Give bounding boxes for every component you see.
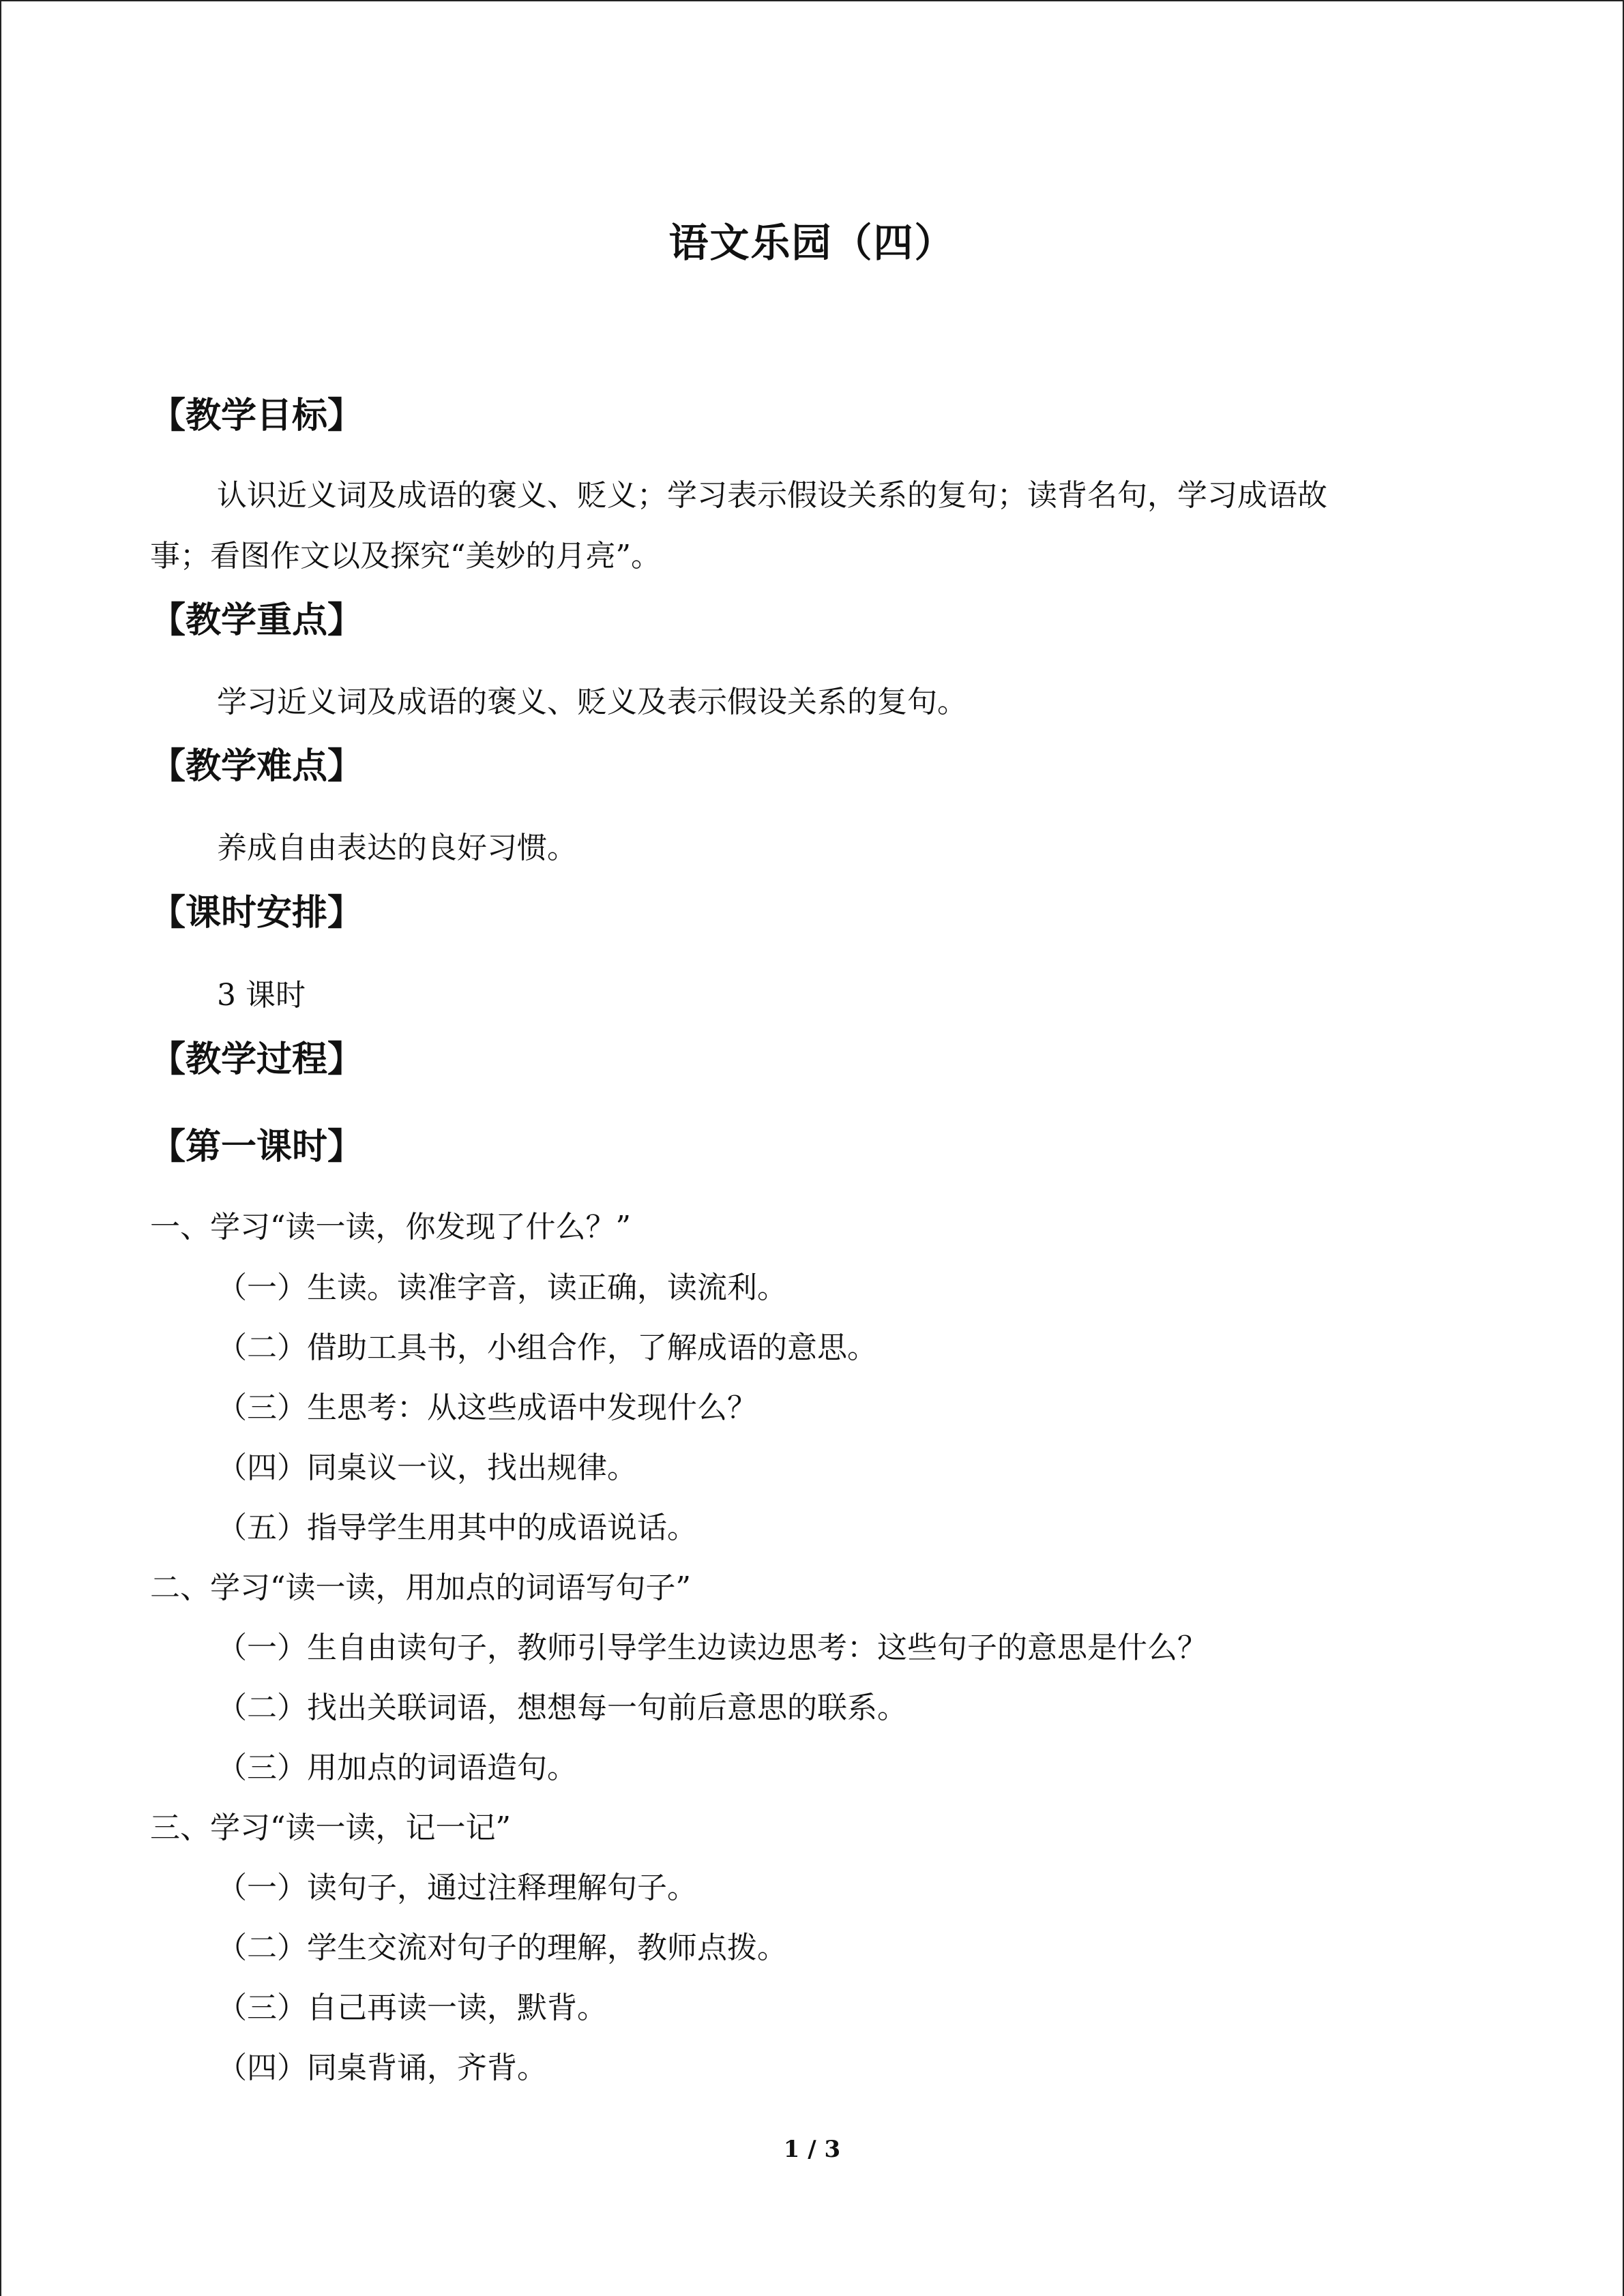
- page-title: 语文乐园（四）: [668, 220, 956, 266]
- schedule-heading: 【课时安排】: [150, 892, 364, 934]
- section-title: 一、学习“读一读，你发现了什么？”: [150, 1210, 631, 1244]
- section-title: 三、学习“读一读，记一记”: [150, 1810, 511, 1845]
- list-item: （五）指导学生用其中的成语说话。: [217, 1510, 697, 1545]
- section-title: 二、学习“读一读，用加点的词语写句子”: [150, 1570, 691, 1605]
- list-item: （三）自己再读一读，默背。: [217, 1991, 607, 2025]
- list-item: （一）生读。读准字音，读正确，读流利。: [217, 1270, 787, 1305]
- goal-heading: 【教学目标】: [150, 395, 364, 436]
- list-item: （四）同桌议一议，找出规律。: [217, 1450, 637, 1485]
- list-item: （四）同桌背诵，齐背。: [217, 2051, 547, 2085]
- list-item: （二）找出关联词语，想想每一句前后意思的联系。: [217, 1690, 907, 1725]
- list-item: （一）生自由读句子，教师引导学生边读边思考：这些句子的意思是什么？: [217, 1630, 1207, 1665]
- list-item: （三）生思考：从这些成语中发现什么？: [217, 1390, 757, 1425]
- list-item: （二）学生交流对句子的理解，教师点拨。: [217, 1930, 787, 1965]
- list-item: （三）用加点的词语造句。: [217, 1750, 577, 1785]
- page-number: 1 / 3: [783, 2136, 841, 2163]
- list-item: （二）借助工具书，小组合作，了解成语的意思。: [217, 1330, 877, 1365]
- list-item: （一）读句子，通过注释理解句子。: [217, 1870, 697, 1905]
- key-heading: 【教学重点】: [150, 599, 364, 641]
- lesson1-heading: 【第一课时】: [150, 1126, 364, 1167]
- schedule-text: 3 课时: [217, 978, 306, 1013]
- goal-text-line-1: 认识近义词及成语的褒义、贬义；学习表示假设关系的复句；读背名句，学习成语故: [217, 478, 1327, 513]
- difficulty-text: 养成自由表达的良好习惯。: [217, 831, 577, 865]
- process-heading: 【教学过程】: [150, 1039, 364, 1080]
- goal-text-line-2: 事；看图作文以及探究“美妙的月亮”。: [150, 539, 661, 573]
- difficulty-heading: 【教学难点】: [150, 745, 364, 787]
- key-text: 学习近义词及成语的褒义、贬义及表示假设关系的复句。: [217, 685, 967, 719]
